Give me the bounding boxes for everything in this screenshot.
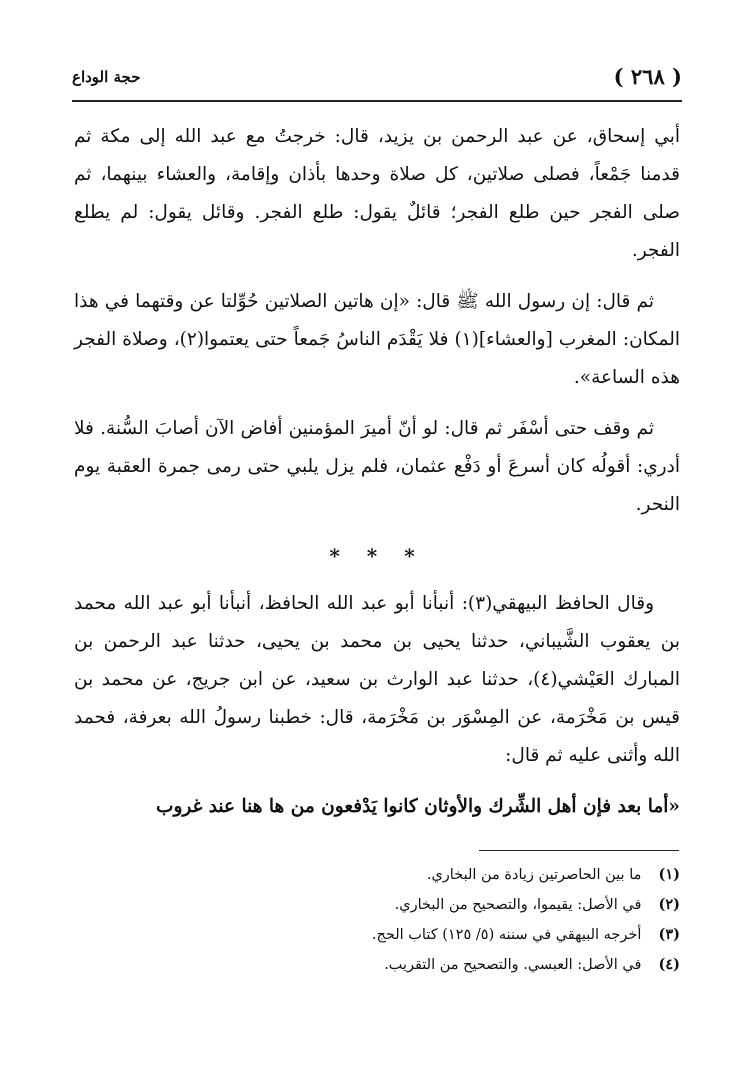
footnotes [74, 860, 680, 980]
footnote-divider [479, 850, 679, 851]
main-text [74, 118, 680, 839]
footnote-number: (٤) [658, 956, 680, 973]
paragraph-isnad-continuation: أبي إسحاق، عن عبد الرحمن بن يزيد، قال: خرجتُ مع عبد الله إلى مكة ثم قدمنا جَمْعاً، فصلى صلاتين، كل صلاة وحدها بأذان وإقامة، والعشاء بينهما، ثم صلى الفجر حين طلع الفجر؛ قائلٌ يقول: طلع الفجر. وقائل يقول: لم يطلع الفجر. [74, 126, 680, 261]
footnote-text: في الأصل: يقيموا، والتصحيح من البخاري. [394, 897, 642, 913]
footnote-item [74, 860, 680, 890]
footnote-text: أخرجه البيهقي في سننه (٥/ ١٢٥) كتاب الحج. [371, 927, 642, 943]
footnote-number: (١) [658, 866, 680, 883]
page-number: ( ٢٦٨ ) [613, 64, 682, 89]
paragraph-bayhaqi-chain: وقال الحافظ البيهقي(٣): أنبأنا أبو عبد الله الحافظ، أنبأنا أبو عبد الله محمد بن يعقوب الشَّيباني، حدثنا يحيى بن محمد بن يحيى، حدثنا عبد الرحمن بن المبارك العَيْشي(٤)، حدثنا عبد الوارث بن سعيد، عن ابن جريج، عن محمد بن قيس بن مَخْرَمة، عن المِسْوَر بن مَخْرَمة، قال: خطبنا رسولُ الله بعرفة، فحمد الله وأثنى عليه ثم قال: [74, 593, 680, 766]
footnote-number: (٢) [658, 896, 680, 913]
section-separator: * * * [329, 544, 425, 568]
footnote-text: في الأصل: العبسي. والتصحيح من التقريب. [384, 957, 642, 973]
footnote-item [74, 950, 680, 980]
running-title: حجة الوداع [72, 68, 141, 86]
footnote-item [74, 920, 680, 950]
paragraph-sermon-quote: «أما بعد فإن أهل الشِّرك والأوثان كانوا يَدْفعون من ها هنا عند غروب [156, 796, 680, 817]
footnote-number: (٣) [658, 926, 680, 943]
page-header [72, 62, 682, 96]
header-divider [72, 100, 682, 102]
footnote-item [74, 890, 680, 920]
paragraph-departure: ثم وقف حتى أسْفَر ثم قال: لو أنّ أميرَ المؤمنين أفاض الآن أصابَ السُّنة. فلا أدري: أقولُه كان أسرعَ أو دَفْع عثمان، فلم يزل يلبي حتى رمى جمرة العقبة يوم النحر. [74, 418, 680, 515]
footnote-text: ما بين الحاصرتين زيادة من البخاري. [426, 867, 642, 883]
paragraph-hadith-prayers: ثم قال: إن رسول الله ﷺ قال: «إن هاتين الصلاتين حُوِّلتا عن وقتهما في هذا المكان: المغرب [والعشاء](١) فلا يَقْدَم الناسُ جَمعاً حتى يعتموا(٢)، وصلاة الفجر هذه الساعة». [74, 291, 680, 388]
